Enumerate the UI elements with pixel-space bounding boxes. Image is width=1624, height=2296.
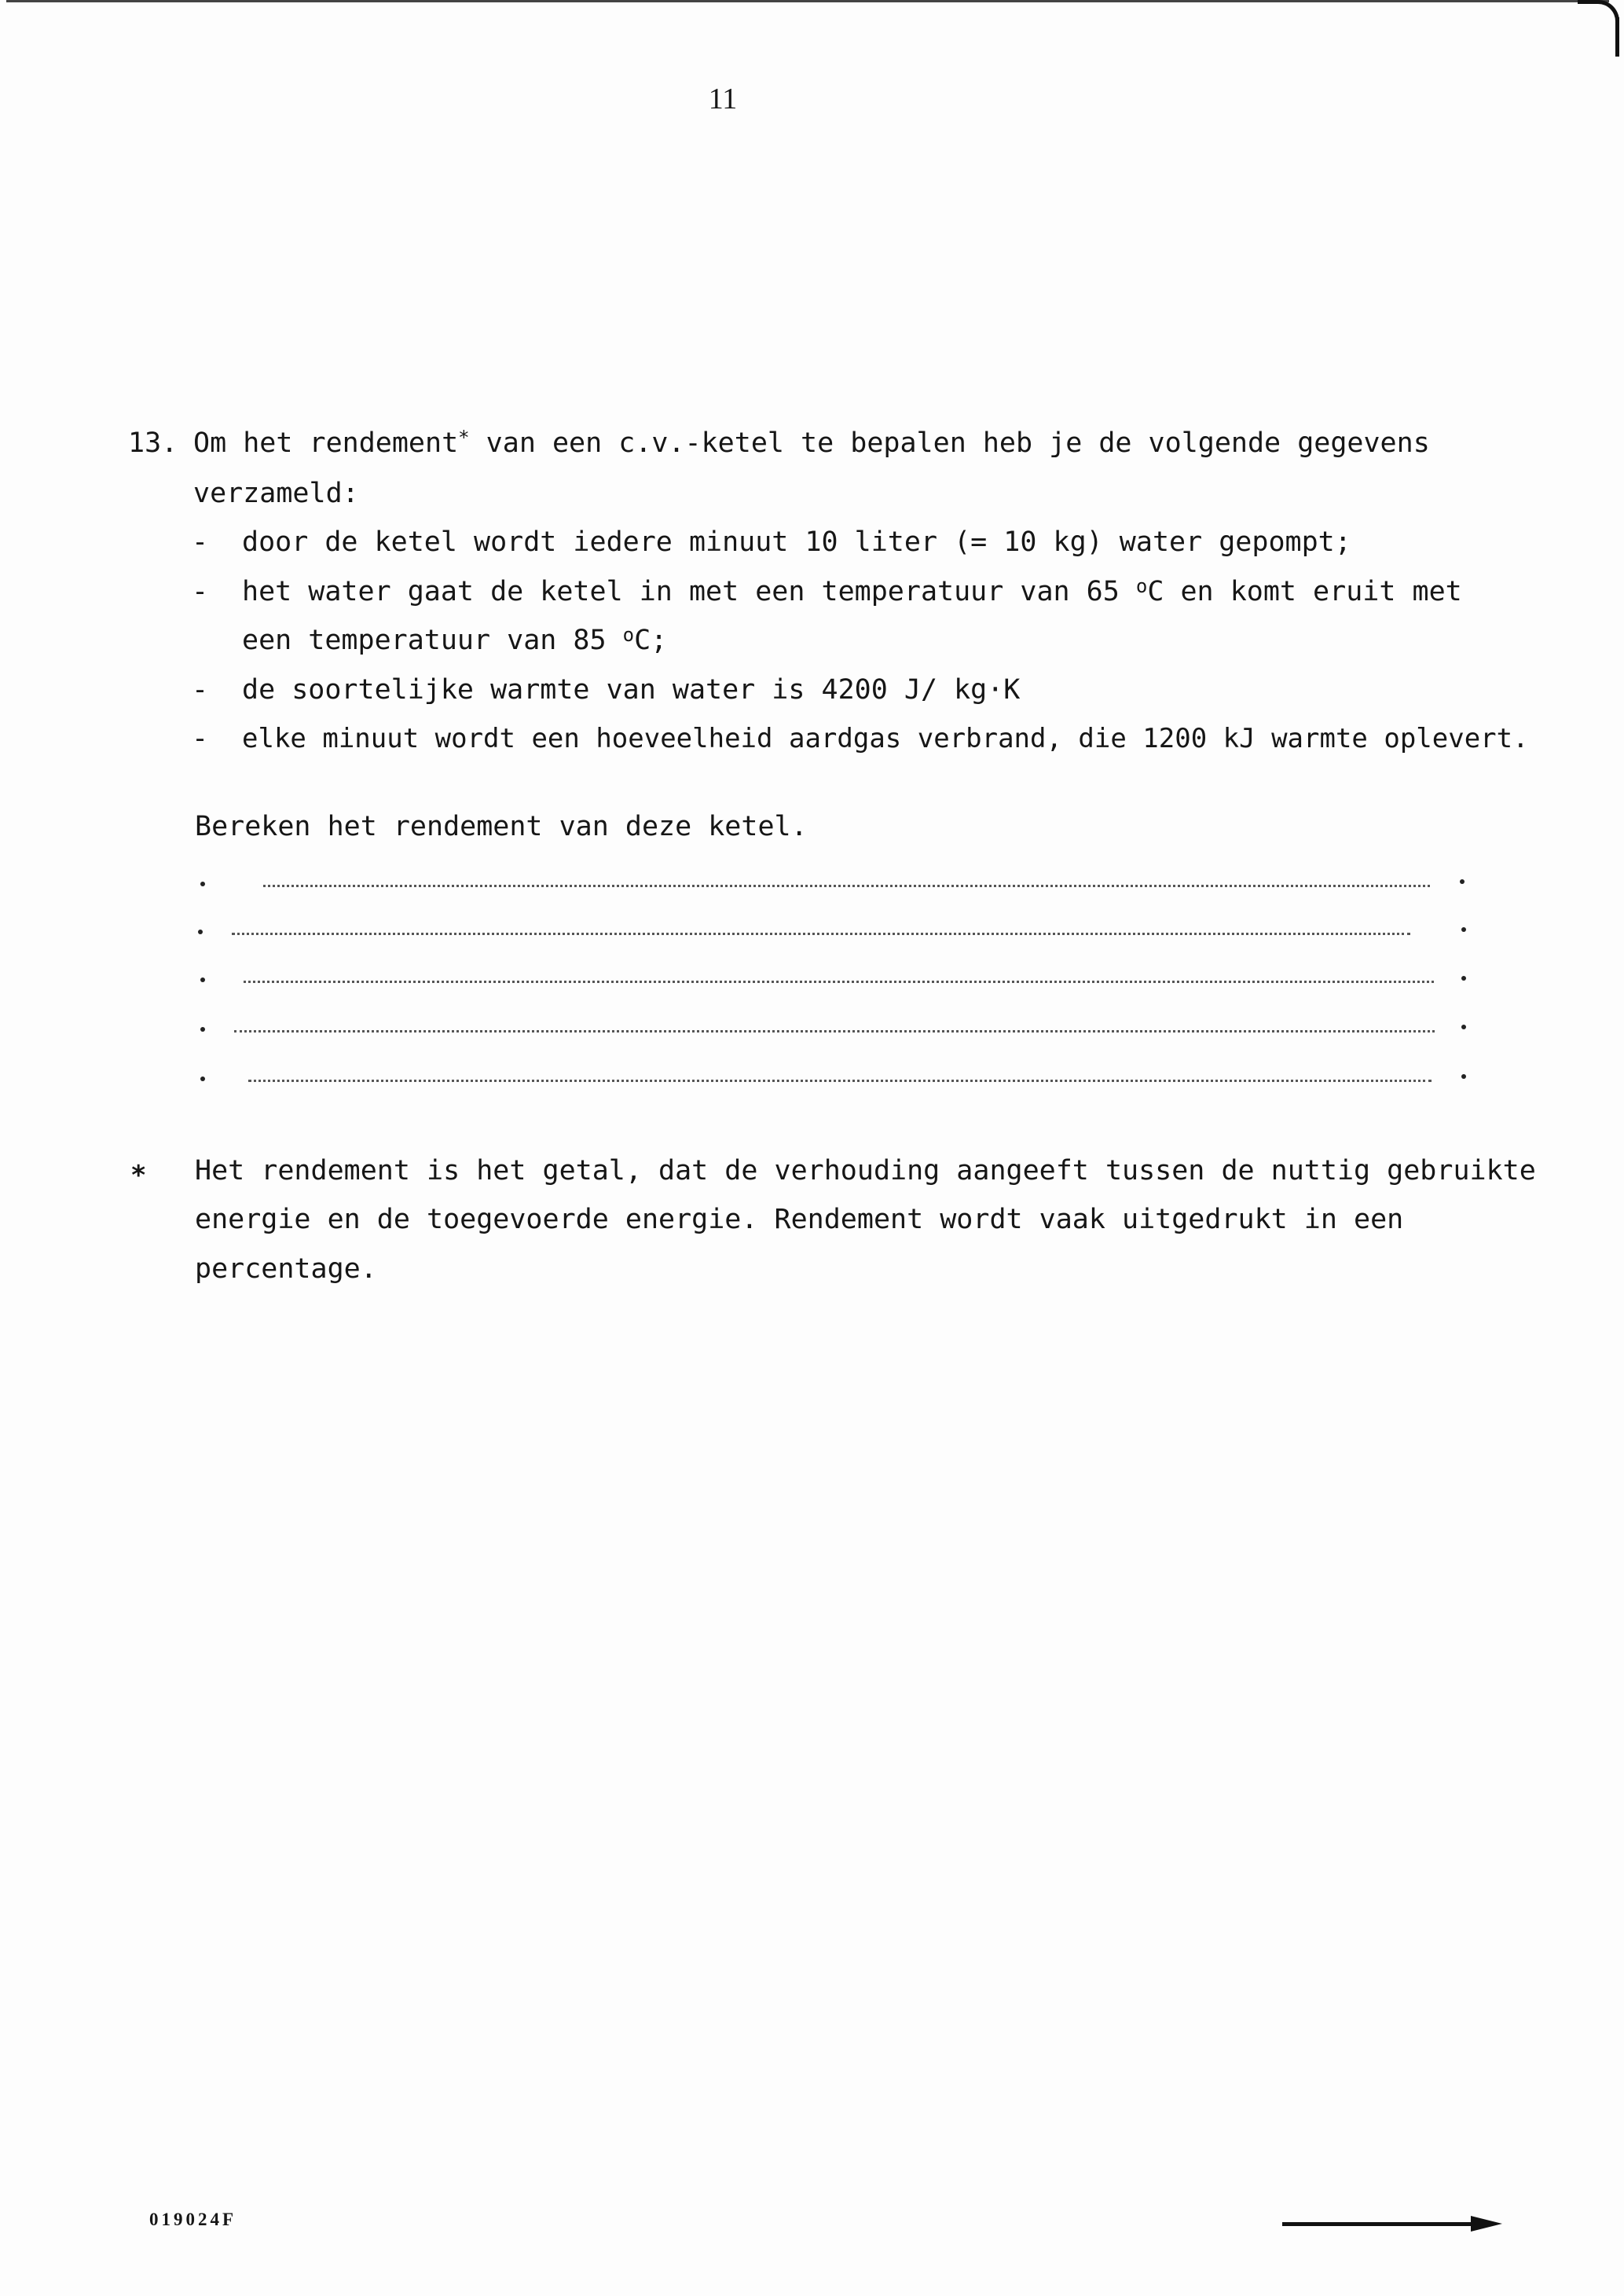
bullet-flow-rate: door de ketel wordt iedere minuut 10 liter (= 10 kg) water gepompt; [242, 526, 1351, 558]
intro-text-end: van een c.v.-ketel te bepalen heb je de volgende gegevens [469, 427, 1430, 459]
bullet-dash: - [192, 723, 209, 754]
footnote-line-2: energie en de toegevoerde energie. Rendement wordt vaak uitgedrukt in een [195, 1204, 1404, 1235]
temp-in-text: het water gaat de ketel in met een temperatuur van 65 [242, 576, 1136, 607]
footnote-star: * [130, 1160, 147, 1191]
answer-line[interactable] [248, 1080, 1432, 1082]
answer-line-end-dot [1461, 976, 1466, 981]
answer-line-end-dot [1461, 1074, 1466, 1079]
question-number: 13. [128, 427, 178, 459]
answer-line[interactable] [263, 885, 1430, 887]
temp-out-text: een temperatuur van 85 [242, 625, 623, 656]
next-page-arrow-icon [1282, 2216, 1502, 2233]
answer-line-start-dot [200, 882, 205, 886]
answer-line-start-dot [200, 1027, 205, 1032]
bullet-temperature-line-2 [242, 625, 667, 656]
page-top-edge [0, 0, 1624, 5]
answer-line-end-dot [1461, 927, 1466, 932]
answer-line-start-dot [200, 1076, 205, 1081]
answer-line[interactable] [232, 933, 1410, 935]
question-intro-line-2: verzameld: [193, 478, 359, 509]
degree-symbol: o [1135, 575, 1148, 597]
intro-text-start: Om het rendement [193, 427, 459, 459]
bullet-temperature-line-1 [242, 576, 1462, 607]
temp-in-unit-text: C en komt eruit met [1147, 576, 1462, 607]
bullet-gas-energy: elke minuut wordt een hoeveelheid aardgas verbrand, die 1200 kJ warmte oplevert. [242, 723, 1529, 754]
answer-line[interactable] [244, 981, 1434, 983]
answer-line-start-dot [198, 930, 203, 934]
bullet-specific-heat: de soortelijke warmte van water is 4200 J/ kg·K [242, 674, 1021, 706]
degree-symbol: o [622, 624, 635, 646]
bullet-dash: - [192, 576, 209, 607]
temp-out-unit-text: C; [634, 625, 668, 656]
answer-line-end-dot [1461, 1025, 1466, 1029]
question-intro-line-1 [193, 427, 1430, 459]
answer-line-start-dot [200, 977, 205, 982]
answer-line-end-dot [1460, 879, 1465, 884]
page-number: 11 [708, 83, 738, 116]
footnote-line-3: percentage. [195, 1253, 377, 1285]
document-code: 019024F [149, 2210, 237, 2229]
page-corner-mark [1582, 0, 1624, 94]
task-instruction: Bereken het rendement van deze ketel. [195, 811, 808, 842]
answer-line[interactable] [234, 1030, 1435, 1032]
bullet-dash: - [192, 674, 209, 706]
footnote-marker: * [458, 427, 470, 449]
bullet-dash: - [192, 526, 209, 558]
footnote-line-1: Het rendement is het getal, dat de verhouding aangeeft tussen de nuttig gebruikte [195, 1155, 1536, 1187]
